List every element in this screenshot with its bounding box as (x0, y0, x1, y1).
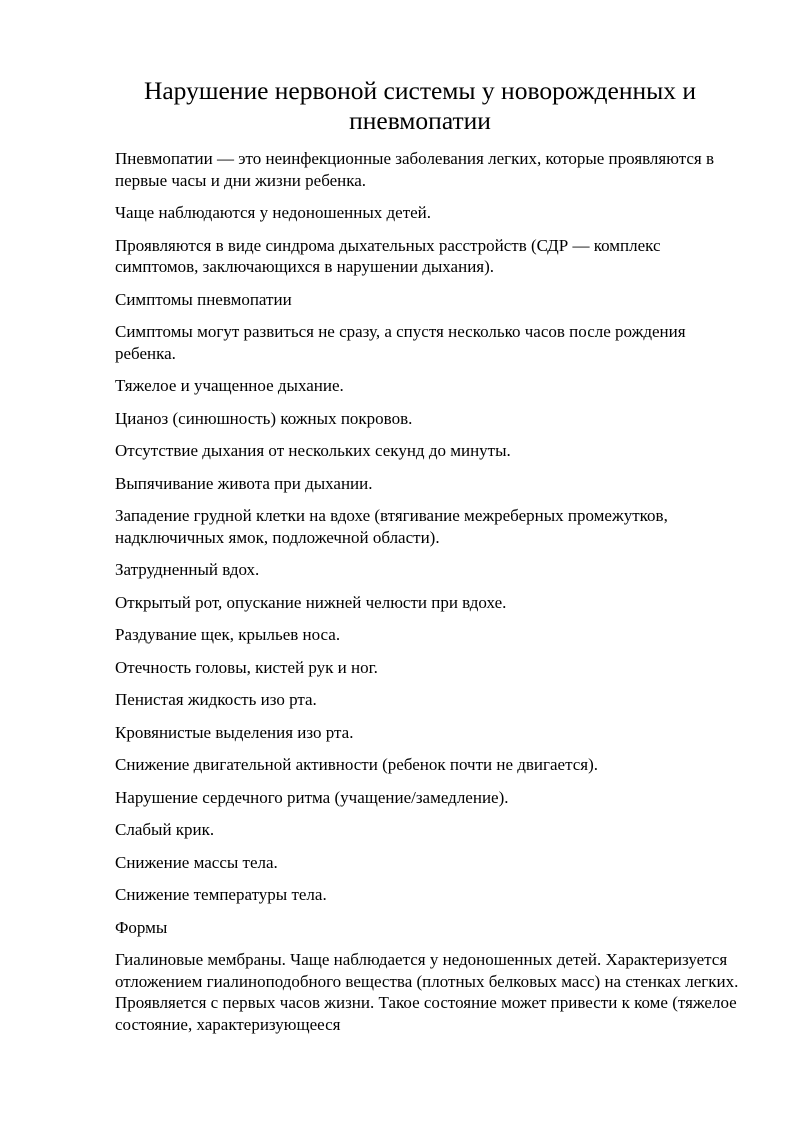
symptom-item: Цианоз (синюшность) кожных покровов. (115, 408, 413, 428)
section-heading-symptoms: Симптомы пневмопатии (115, 289, 292, 309)
symptom-item: Отсутствие дыхания от нескольких секунд до минуты. (115, 441, 511, 460)
symptom-item: Западение грудной клетки на вдохе (втягивание межреберных промежутков, надключичных ямок, подложечной области). (115, 506, 668, 547)
symptom-item: Затрудненный вдох. (115, 560, 260, 579)
paragraph: Чаще наблюдаются у недоношенных детей. (115, 203, 432, 222)
paragraph: Гиалиновые мембраны. Чаще наблюдается у недоношенных детей. Характеризуется отложением гиалиноподобного вещества (плотных белковых масс) на стенках легких. Проявляется с первых часов жизни. Такое состояние может привести к коме (тяжелое состояние, характеризующееся (115, 950, 739, 1034)
symptom-item: Слабый крик. (115, 820, 215, 839)
symptom-item: Снижение температуры тела. (115, 885, 327, 904)
section-heading-forms: Формы (115, 917, 168, 937)
symptom-item: Нарушение сердечного ритма (учащение/замедление). (115, 787, 509, 807)
document-title: Нарушение нервоной системы у новорожденных и пневмопатии (143, 76, 697, 135)
paragraph: Пневмопатии — это неинфекционные заболевания легких, которые проявляются в первые часы и дни жизни ребенка. (115, 149, 714, 190)
symptom-item: Снижение массы тела. (115, 852, 278, 872)
symptom-item: Открытый рот, опускание нижней челюсти при вдохе. (115, 592, 507, 612)
paragraph: Симптомы могут развиться не сразу, а спустя несколько часов после рождения ребенка. (115, 322, 686, 363)
symptom-item: Тяжелое и учащенное дыхание. (115, 376, 344, 395)
symptom-item: Кровянистые выделения изо рта. (115, 722, 354, 742)
symptom-item: Снижение двигательной активности (ребенок почти не двигается). (115, 755, 598, 774)
paragraph: Проявляются в виде синдрома дыхательных расстройств (СДР — комплекс симптомов, заключающихся в нарушении дыхания). (115, 235, 661, 276)
document-body (115, 148, 745, 1046)
symptom-item: Выпячивание живота при дыхании. (115, 473, 373, 493)
symptom-item: Пенистая жидкость изо рта. (115, 690, 317, 709)
symptom-item: Отечность головы, кистей рук и ног. (115, 657, 378, 677)
symptom-item: Раздувание щек, крыльев носа. (115, 625, 341, 644)
